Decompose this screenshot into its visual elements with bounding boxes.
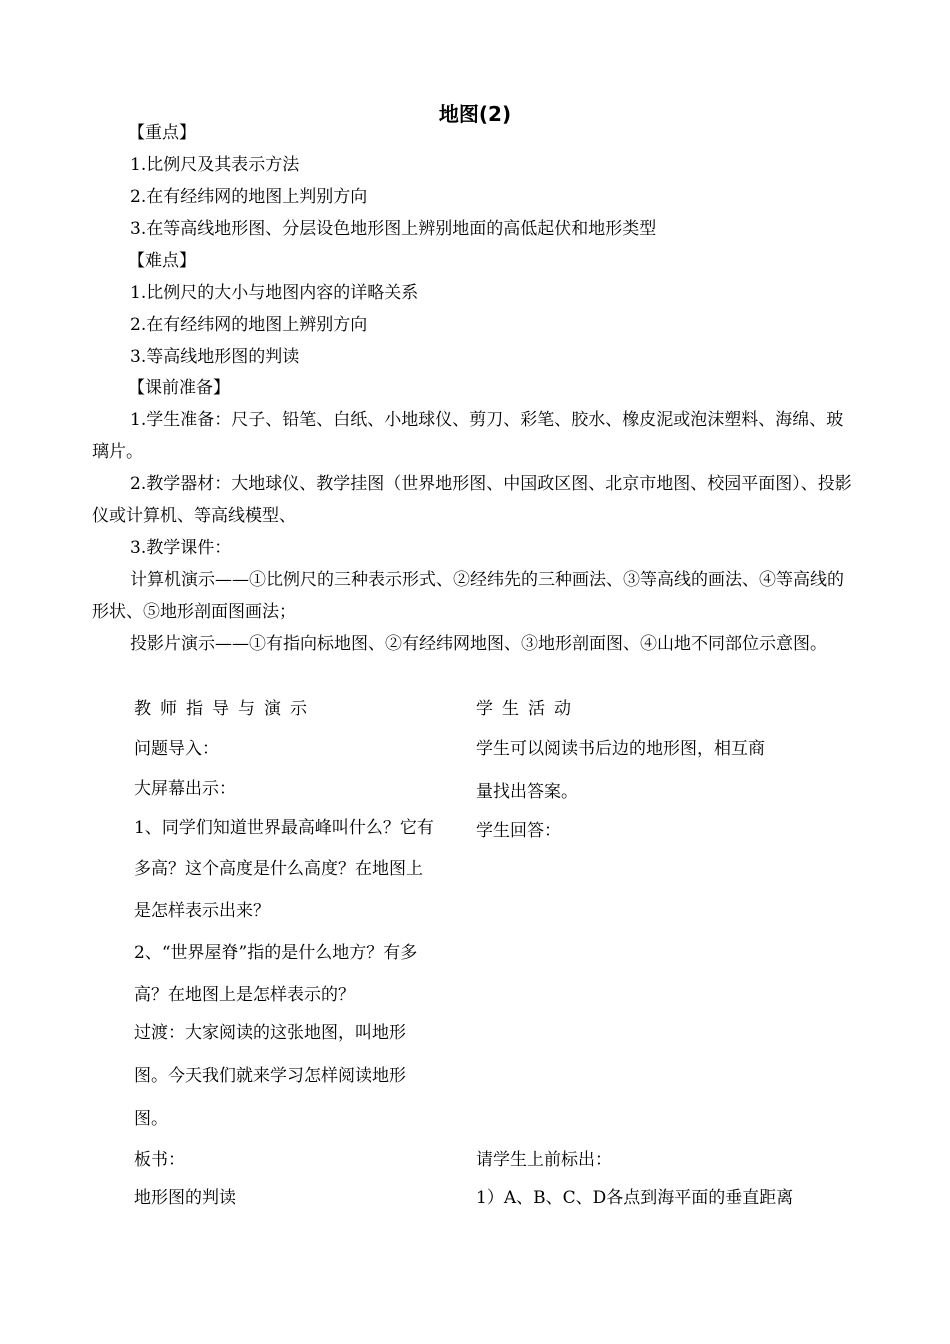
focus-item-2: 2.在有经纬网的地图上判别方向 (130, 187, 368, 207)
preparation-paragraph-3: 3.教学课件： (130, 538, 232, 558)
preparation-paragraph-1: 1.学生准备：尺子、铅笔、白纸、小地球仪、剪刀、彩笔、胶水、橡皮泥或泡沫塑料、海绵、玻璃片。 (92, 410, 844, 462)
preparation-heading: 【课前准备】 (128, 378, 230, 398)
difficulty-item-1: 1.比例尺的大小与地图内容的详略关系 (130, 283, 419, 303)
student-line: 请学生上前标出： (476, 1150, 612, 1170)
difficulty-heading: 【难点】 (128, 251, 196, 271)
teacher-line: 多高？这个高度是什么高度？在地图上 (134, 859, 423, 879)
teacher-line: 图。今天我们就来学习怎样阅读地形 (134, 1066, 406, 1086)
teacher-line: 图。 (134, 1109, 168, 1129)
teacher-line: 高？在地图上是怎样表示的？ (134, 985, 355, 1005)
teacher-line: 板书： (134, 1150, 185, 1170)
teacher-line: 问题导入： (134, 739, 219, 759)
preparation-paragraph-4: 计算机演示——①比例尺的三种表示形式、②经纬先的三种画法、③等高线的画法、④等高线的形状、⑤地形剖面图画法； (92, 570, 844, 622)
teacher-line: 地形图的判读 (134, 1188, 236, 1208)
difficulty-item-2: 2.在有经纬网的地图上辨别方向 (130, 315, 368, 335)
page-title: 地图(2) (438, 102, 512, 126)
student-line: 学生可以阅读书后边的地形图，相互商 (476, 739, 765, 759)
teacher-line: 是怎样表示出来？ (134, 901, 270, 921)
teacher-line: 大屏幕出示： (134, 779, 236, 799)
focus-heading: 【重点】 (128, 123, 196, 143)
teacher-line: 1、同学们知道世界最高峰叫什么？它有 (134, 818, 434, 838)
teacher-line: 过渡：大家阅读的这张地图，叫地形 (134, 1023, 406, 1043)
student-line: 1）A、B、C、D各点到海平面的垂直距离 (476, 1188, 794, 1208)
difficulty-item-3: 3.等高线地形图的判读 (130, 347, 300, 367)
student-line: 学生回答： (476, 821, 561, 841)
focus-item-1: 1.比例尺及其表示方法 (130, 155, 300, 175)
focus-item-3: 3.在等高线地形图、分层设色地形图上辨别地面的高低起伏和地形类型 (130, 219, 657, 239)
teacher-column-header: 教师指导与演示 (134, 699, 316, 719)
preparation-paragraph-2: 2.教学器材：大地球仪、教学挂图（世界地形图、中国政区图、北京市地图、校园平面图）、投影仪或计算机、等高线模型、 (92, 474, 852, 526)
preparation-paragraph-5: 投影片演示——①有指向标地图、②有经纬网地图、③地形剖面图、④山地不同部位示意图。 (130, 634, 827, 654)
student-line: 量找出答案。 (476, 782, 578, 802)
teacher-line: 2、“世界屋脊”指的是什么地方？有多 (134, 943, 418, 963)
student-column-header: 学生活动 (476, 699, 580, 719)
